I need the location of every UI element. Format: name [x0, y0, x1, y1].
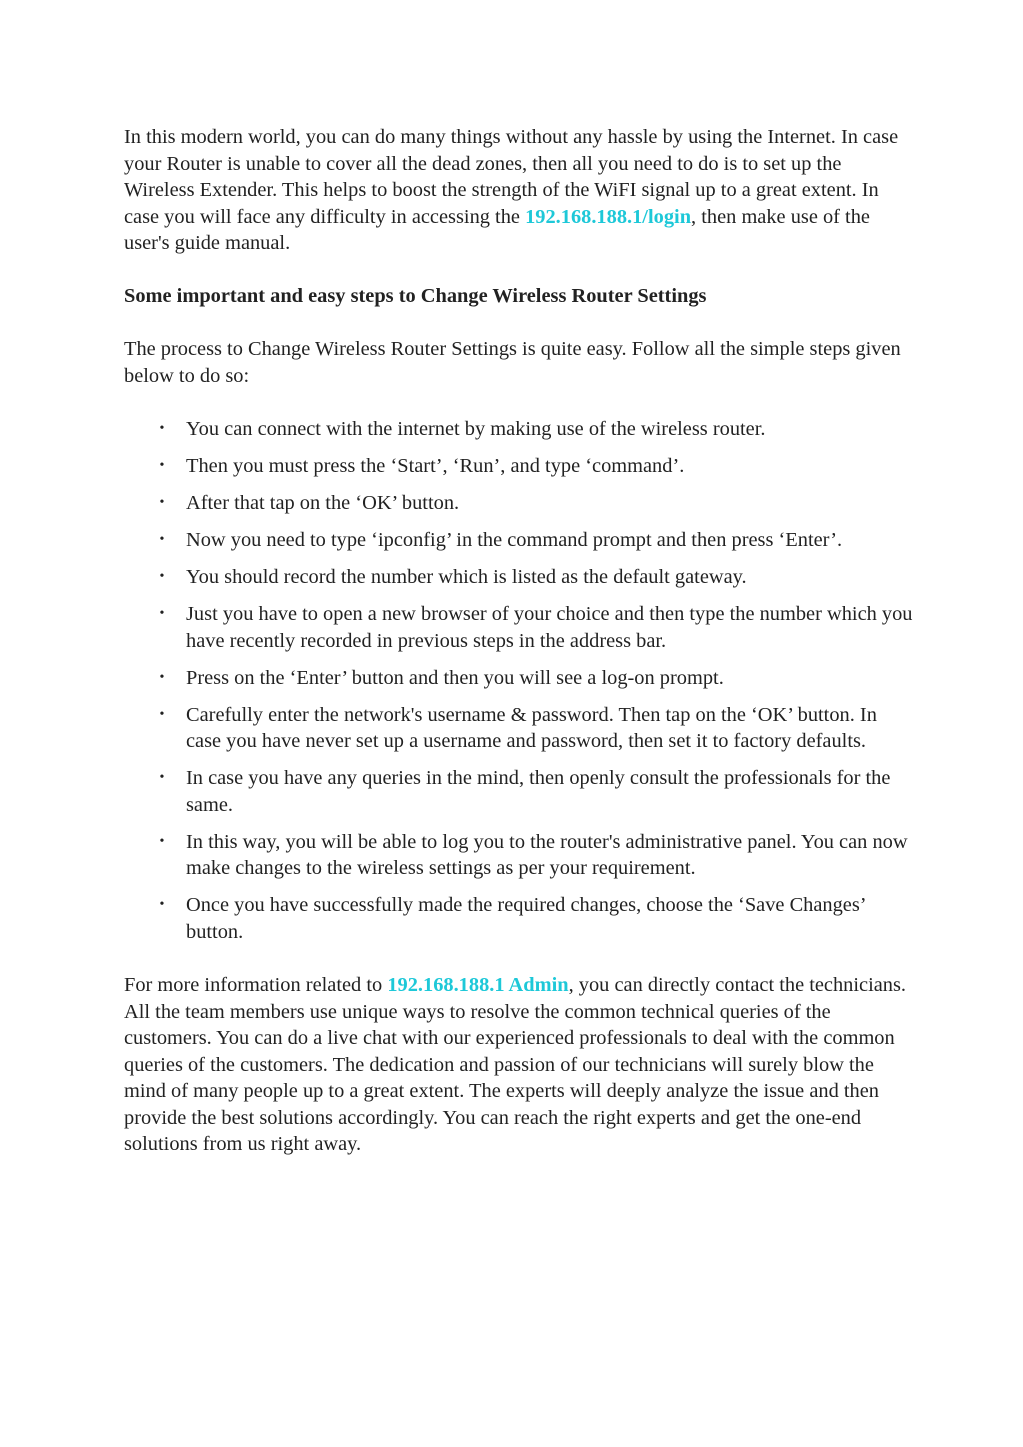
list-item-text: Once you have successfully made the required changes, choose the ‘Save Changes’ button.	[186, 894, 866, 943]
bullet-icon: •	[159, 421, 165, 436]
list-item-text: In case you have any queries in the mind, then openly consult the professionals for the same.	[186, 767, 891, 816]
bullet-icon: •	[159, 833, 165, 849]
list-item	[124, 416, 914, 443]
list-item	[124, 527, 914, 554]
intro-text-after: , then make use of the user's guide manual.	[124, 205, 870, 254]
bullet-icon: •	[159, 669, 165, 685]
bullet-icon: •	[159, 897, 165, 912]
list-item	[124, 829, 914, 882]
list-item	[124, 702, 914, 755]
admin-link[interactable]: 192.168.188.1 Admin	[387, 974, 569, 996]
list-item-text: Press on the ‘Enter’ button and then you will see a log-on prompt.	[186, 666, 724, 689]
closing-paragraph	[124, 972, 914, 1158]
bullet-icon: •	[159, 458, 165, 473]
list-item	[124, 601, 914, 654]
list-item	[124, 490, 914, 517]
section-heading: Some important and easy steps to Change Wireless Router Settings	[124, 284, 707, 307]
closing-text-before: For more information related to	[124, 974, 388, 996]
bullet-icon: •	[159, 770, 165, 785]
list-item-text: Now you need to type ‘ipconfig’ in the command prompt and then press ‘Enter’.	[186, 529, 843, 551]
list-item-text: You can connect with the internet by making use of the wireless router.	[186, 418, 766, 440]
bullet-icon: •	[159, 569, 165, 584]
list-item	[124, 564, 914, 591]
list-item-text: Then you must press the ‘Start’, ‘Run’, and type ‘command’.	[186, 455, 685, 477]
process-paragraph: The process to Change Wireless Router Settings is quite easy. Follow all the simple steps given below to do so:	[124, 338, 901, 387]
bullet-icon: •	[159, 706, 165, 722]
bullet-icon: •	[159, 495, 165, 510]
list-item-text: In this way, you will be able to log you to the router's administrative panel. You can now make changes to the wireless settings as per your requirement.	[186, 830, 908, 879]
list-item-text: Carefully enter the network's username & password. Then tap on the ‘OK’ button. In case you have never set up a username and password, then set it to factory defaults.	[186, 703, 877, 752]
intro-text-before: In this modern world, you can do many things without any hassle by using the Internet. In case your Router is unable to cover all the dead zones, then all you need to do is to set up the Wireless Extender. This helps to boost the strength of the WiFI signal up to a great extent. In case you will face any difficulty in accessing the	[124, 126, 899, 228]
closing-text-after: , you can directly contact the technicians. All the team members use unique ways to resolve the common technical queries of the customers. You can do a live chat with our experienced professionals to deal with the common queries of the customers. The dedication and passion of our technicians will surely blow the mind of many people up to a great extent. The experts will deeply analyze the issue and then provide the best solutions accordingly. You can reach the right experts and get the one-end solutions from us right away.	[124, 974, 907, 1155]
bullet-icon: •	[159, 532, 165, 547]
list-item	[124, 453, 914, 480]
list-item-text: Just you have to open a new browser of your choice and then type the number which you have recently recorded in previous steps in the address bar.	[186, 603, 913, 652]
bullet-icon: •	[159, 606, 165, 621]
list-item	[124, 765, 914, 818]
document-page	[124, 124, 914, 1158]
login-link[interactable]: 192.168.188.1/login	[525, 205, 692, 228]
list-item-text: You should record the number which is listed as the default gateway.	[186, 566, 747, 588]
steps-list	[124, 416, 914, 945]
list-item	[124, 892, 914, 945]
list-item	[124, 665, 914, 692]
intro-paragraph	[124, 124, 914, 257]
list-item-text: After that tap on the ‘OK’ button.	[186, 492, 460, 514]
